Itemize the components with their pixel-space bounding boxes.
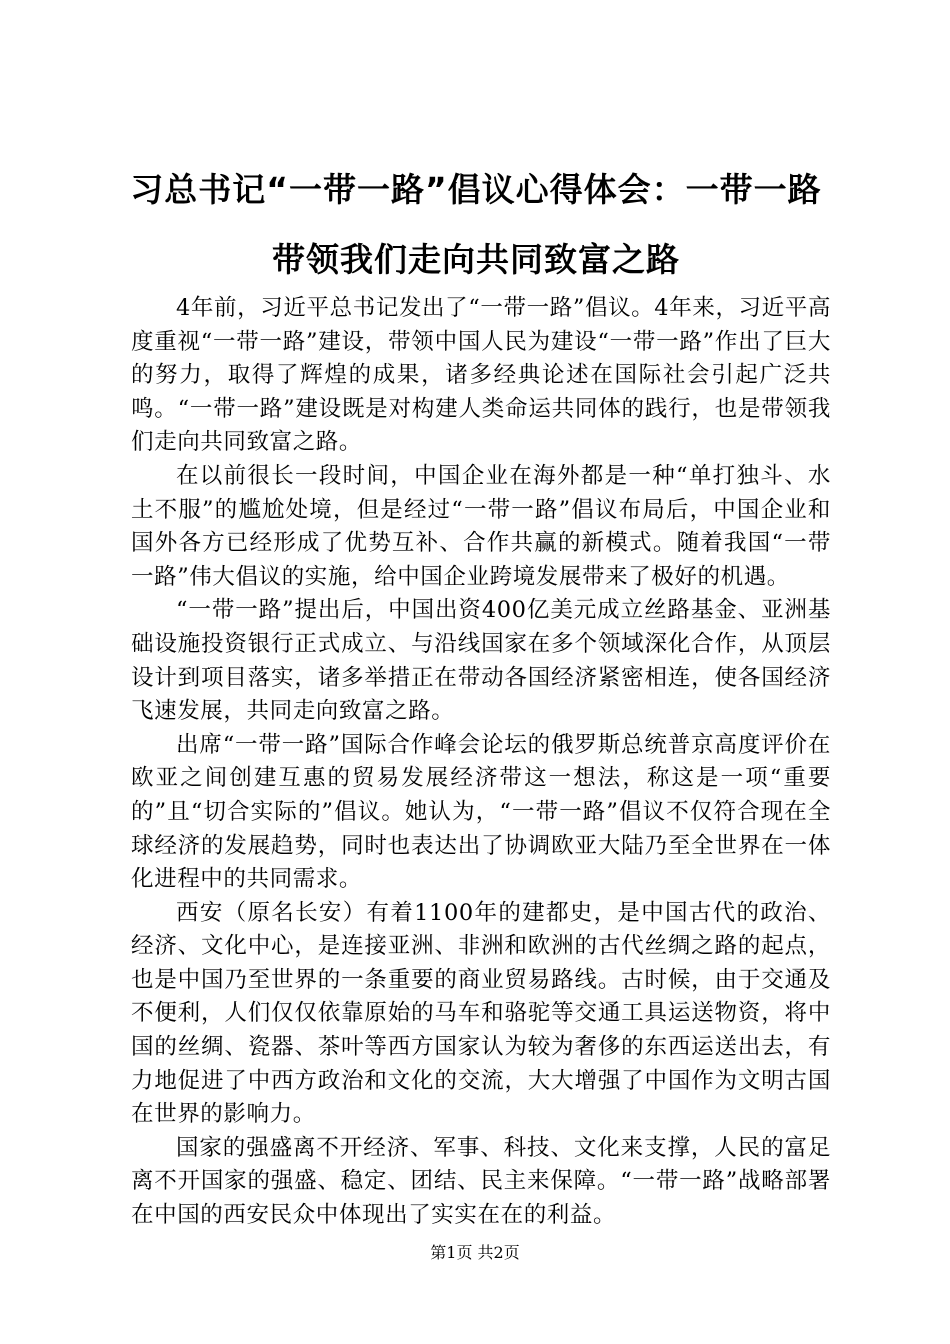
- document-body: [131, 292, 831, 1233]
- paragraph-4: 出席“一带一路”国际合作峰会论坛的俄罗斯总统普京高度评价在欧亚之间创建互惠的贸易发展经济带这一想法，称这是一项“重要的”且“切合实际的”倡议。她认为，“一带一路”倡议不仅符合现在全球经济的发展趋势，同时也表达出了协调欧亚大陆乃至全世界在一体化进程中的共同需求。: [131, 731, 831, 893]
- paragraph-5: 西安（原名长安）有着1100年的建都史，是中国古代的政治、经济、文化中心，是连接亚洲、非洲和欧洲的古代丝绸之路的起点，也是中国乃至世界的一条重要的商业贸易路线。古时候，由于交通及不便利，人们仅仅依靠原始的马车和骆驼等交通工具运送物资，将中国的丝绸、瓷器、茶叶等西方国家认为较为奢侈的东西运送出去，有力地促进了中西方政治和文化的交流，大大增强了中国作为文明古国在世界的影响力。: [131, 899, 831, 1128]
- document-title: 习总书记“一带一路”倡议心得体会：一带一路带领我们走向共同致富之路: [130, 170, 822, 279]
- paragraph-3: “一带一路”提出后，中国出资400亿美元成立丝路基金、亚洲基础设施投资银行正式成立、与沿线国家在多个领域深化合作，从顶层设计到项目落实，诸多举措正在带动各国经济紧密相连，使各国经济飞速发展，共同走向致富之路。: [131, 597, 831, 725]
- paragraph-2: 在以前很长一段时间，中国企业在海外都是一种“单打独斗、水土不服”的尴尬处境，但是经过“一带一路”倡议布局后，中国企业和国外各方已经形成了优势互补、合作共赢的新模式。随着我国“一带一路”伟大倡议的实施，给中国企业跨境发展带来了极好的机遇。: [131, 462, 831, 590]
- page-footer: 第1页 共2页: [430, 1243, 520, 1262]
- paragraph-1: 4年前，习近平总书记发出了“一带一路”倡议。4年来，习近平高度重视“一带一路”建设，带领中国人民为建设“一带一路”作出了巨大的努力，取得了辉煌的成果，诸多经典论述在国际社会引起广泛共鸣。“一带一路”建设既是对构建人类命运共同体的践行，也是带领我们走向共同致富之路。: [131, 295, 831, 456]
- paragraph-6: 国家的强盛离不开经济、军事、科技、文化来支撑，人民的富足离不开国家的强盛、稳定、团结、民主来保障。“一带一路”战略部署在中国的西安民众中体现出了实实在在的利益。: [131, 1134, 831, 1229]
